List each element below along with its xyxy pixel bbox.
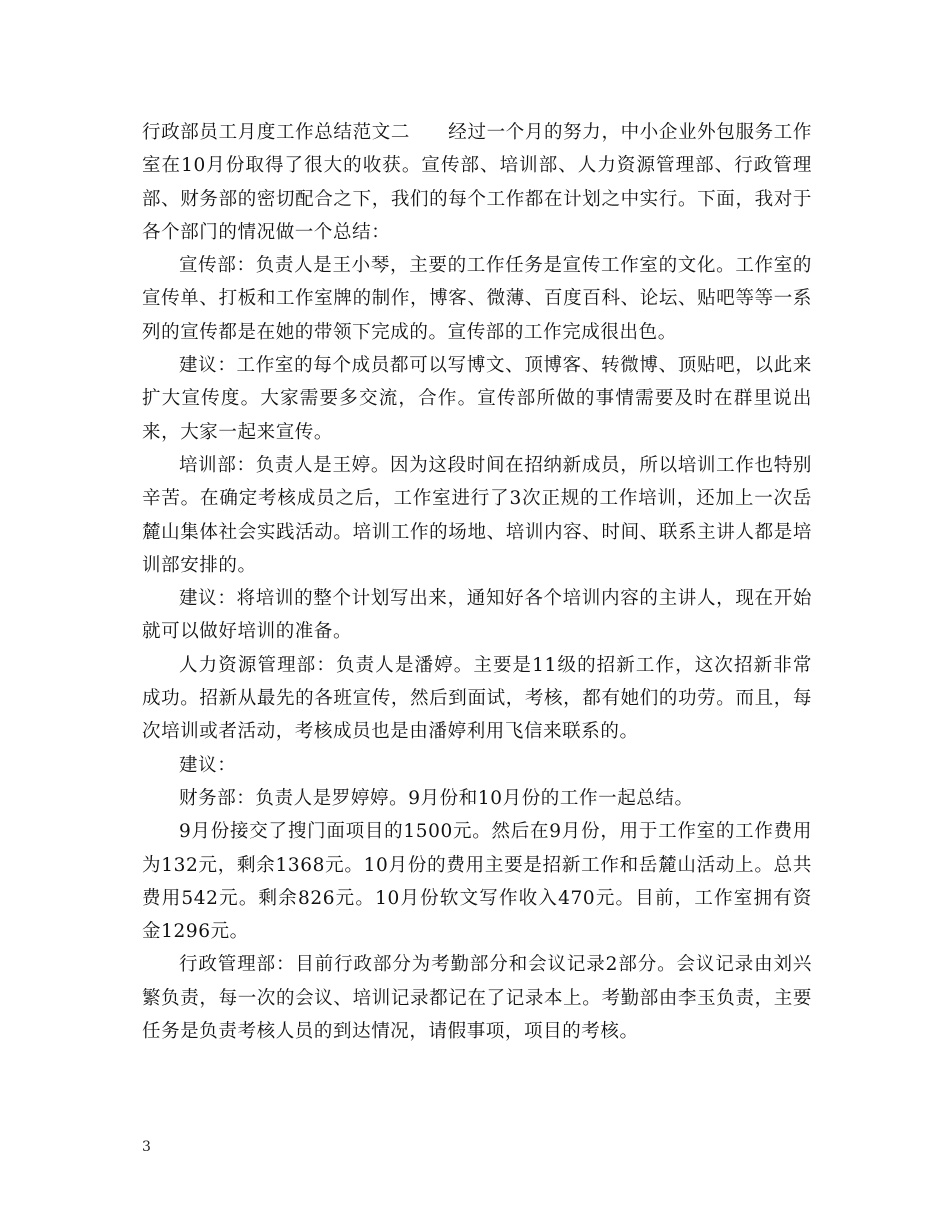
finance-details-paragraph: 9月份接交了搜门面项目的1500元。然后在9月份，用于工作室的工作费用为132元，剩余1368元。10月份的费用主要是招新工作和岳麓山活动上。总共费用542元。剩余826元。10月份软文写作收入470元。目前，工作室拥有资金1296元。	[142, 821, 812, 943]
publicity-suggestion-paragraph: 建议：工作室的每个成员都可以写博文、顶博客、转微博、顶贴吧，以此来扩大宣传度。大家需要多交流，合作。宣传部所做的事情需要及时在群里说出来，大家一起来宣传。	[142, 355, 812, 443]
page-number: 3	[142, 1139, 151, 1155]
finance-dept-paragraph: 财务部：负责人是罗婷婷。9月份和10月份的工作一起总结。	[179, 787, 694, 809]
admin-dept-paragraph: 行政管理部：目前行政部分为考勤部分和会议记录2部分。会议记录由刘兴繁负责，每一次的会议、培训记录都记在了记录本上。考勤部由李玉负责，主要任务是负责考核人员的到达情况，请假事项，项目的考核。	[142, 954, 812, 1043]
training-suggestion-paragraph: 建议：将培训的整个计划写出来，通知好各个培训内容的主讲人，现在开始就可以做好培训的准备。	[142, 588, 812, 643]
intro-paragraph: 行政部员工月度工作总结范文二 经过一个月的努力，中小企业外包服务工作室在10月份取得了很大的收获。宣传部、培训部、人力资源管理部、行政管理部、财务部的密切配合之下，我们的每个工作都在计划之中实行。下面，我对于各个部门的情况做一个总结：	[142, 122, 812, 243]
hr-suggestion-paragraph: 建议：	[179, 754, 237, 776]
publicity-dept-paragraph: 宣传部：负责人是王小琴，主要的工作任务是宣传工作室的文化。工作室的宣传单、打板和工作室牌的制作，博客、微薄、百度百科、论坛、贴吧等等一系列的宣传都是在她的带领下完成的。宣传部的工作完成很出色。	[142, 255, 812, 343]
document-body	[142, 116, 812, 1048]
training-dept-paragraph: 培训部：负责人是王婷。因为这段时间在招纳新成员，所以培训工作也特别辛苦。在确定考核成员之后，工作室进行了3次正规的工作培训，还加上一次岳麓山集体社会实践活动。培训工作的场地、培训内容、时间、联系主讲人都是培训部安排的。	[142, 454, 812, 576]
hr-dept-paragraph: 人力资源管理部：负责人是潘婷。主要是11级的招新工作，这次招新非常成功。招新从最先的各班宣传，然后到面试，考核，都有她们的功劳。而且，每次培训或者活动，考核成员也是由潘婷利用飞信来联系的。	[142, 654, 812, 743]
